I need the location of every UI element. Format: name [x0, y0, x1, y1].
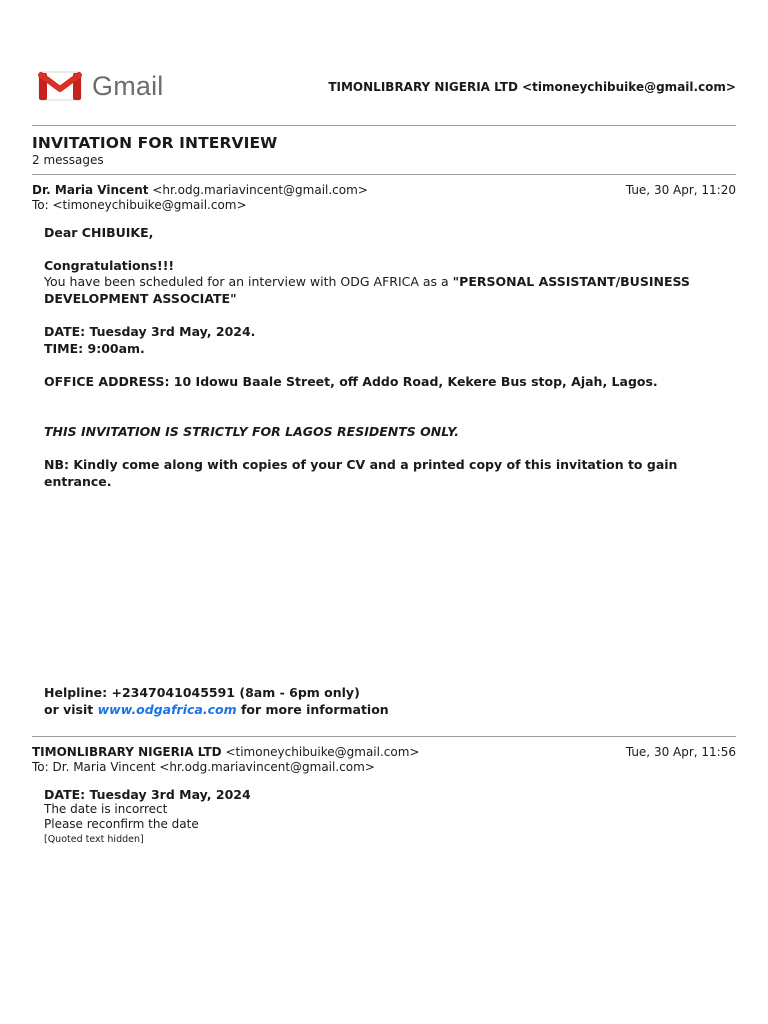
visit-suffix: for more information — [236, 702, 389, 717]
message1-sender-name: Dr. Maria Vincent — [32, 183, 149, 197]
message1-date: Tue, 30 Apr, 11:20 — [625, 183, 736, 197]
helpline: Helpline: +2347041045591 (8am - 6pm only) — [44, 685, 360, 700]
congratulations: Congratulations!!! — [44, 258, 175, 273]
nb-line2: entrance. — [44, 474, 112, 489]
thread-subject: INVITATION FOR INTERVIEW — [32, 134, 278, 152]
account-name: TIMONLIBRARY NIGERIA LTD <timoneychibuike@gmail.com> — [328, 80, 736, 94]
visit-prefix: or visit — [44, 702, 98, 717]
gmail-logo — [38, 70, 170, 102]
office-address: OFFICE ADDRESS: 10 Idowu Baale Street, off Addo Road, Kekere Bus stop, Ajah, Lagos. — [44, 374, 658, 389]
print-header — [0, 0, 768, 126]
visit-line — [44, 701, 389, 718]
gmail-logo-text: Gmail — [92, 70, 164, 101]
reply-date: DATE: Tuesday 3rd May, 2024 — [44, 787, 251, 802]
interview-date: DATE: Tuesday 3rd May, 2024. — [44, 324, 256, 339]
message2-recipient: To: Dr. Maria Vincent <hr.odg.mariavincent@gmail.com> — [32, 760, 375, 774]
greeting: Dear CHIBUIKE, — [44, 225, 154, 240]
message2-date: Tue, 30 Apr, 11:56 — [625, 745, 736, 759]
website-link[interactable]: www.odgafrica.com — [97, 702, 237, 717]
message2-divider — [32, 736, 736, 737]
interview-time: TIME: 9:00am. — [44, 341, 145, 356]
message2-sender — [32, 745, 419, 759]
message-count: 2 messages — [32, 153, 104, 167]
reply-line1: The date is incorrect — [44, 802, 168, 816]
scheduled-text — [44, 273, 734, 290]
header-divider — [32, 125, 736, 126]
scheduled-prefix: You have been scheduled for an interview with ODG AFRICA as a — [44, 274, 453, 289]
position-title-line1: "PERSONAL ASSISTANT/BUSINESS — [452, 274, 690, 289]
message2-sender-email: <timoneychibuike@gmail.com> — [225, 745, 420, 759]
reply-line2: Please reconfirm the date — [44, 817, 199, 831]
residency-notice: THIS INVITATION IS STRICTLY FOR LAGOS RESIDENTS ONLY. — [44, 424, 459, 439]
quoted-text-hidden[interactable]: [Quoted text hidden] — [44, 834, 144, 845]
nb-line1: NB: Kindly come along with copies of your CV and a printed copy of this invitation to gain — [44, 457, 678, 472]
message1-sender-email: <hr.odg.mariavincent@gmail.com> — [152, 183, 368, 197]
gmail-envelope-icon — [38, 70, 82, 102]
position-title-line2: DEVELOPMENT ASSOCIATE" — [44, 291, 237, 306]
message1-recipient: To: <timoneychibuike@gmail.com> — [32, 198, 247, 212]
message1-divider — [32, 174, 736, 175]
message2-sender-name: TIMONLIBRARY NIGERIA LTD — [32, 745, 222, 759]
message1-sender — [32, 183, 368, 197]
